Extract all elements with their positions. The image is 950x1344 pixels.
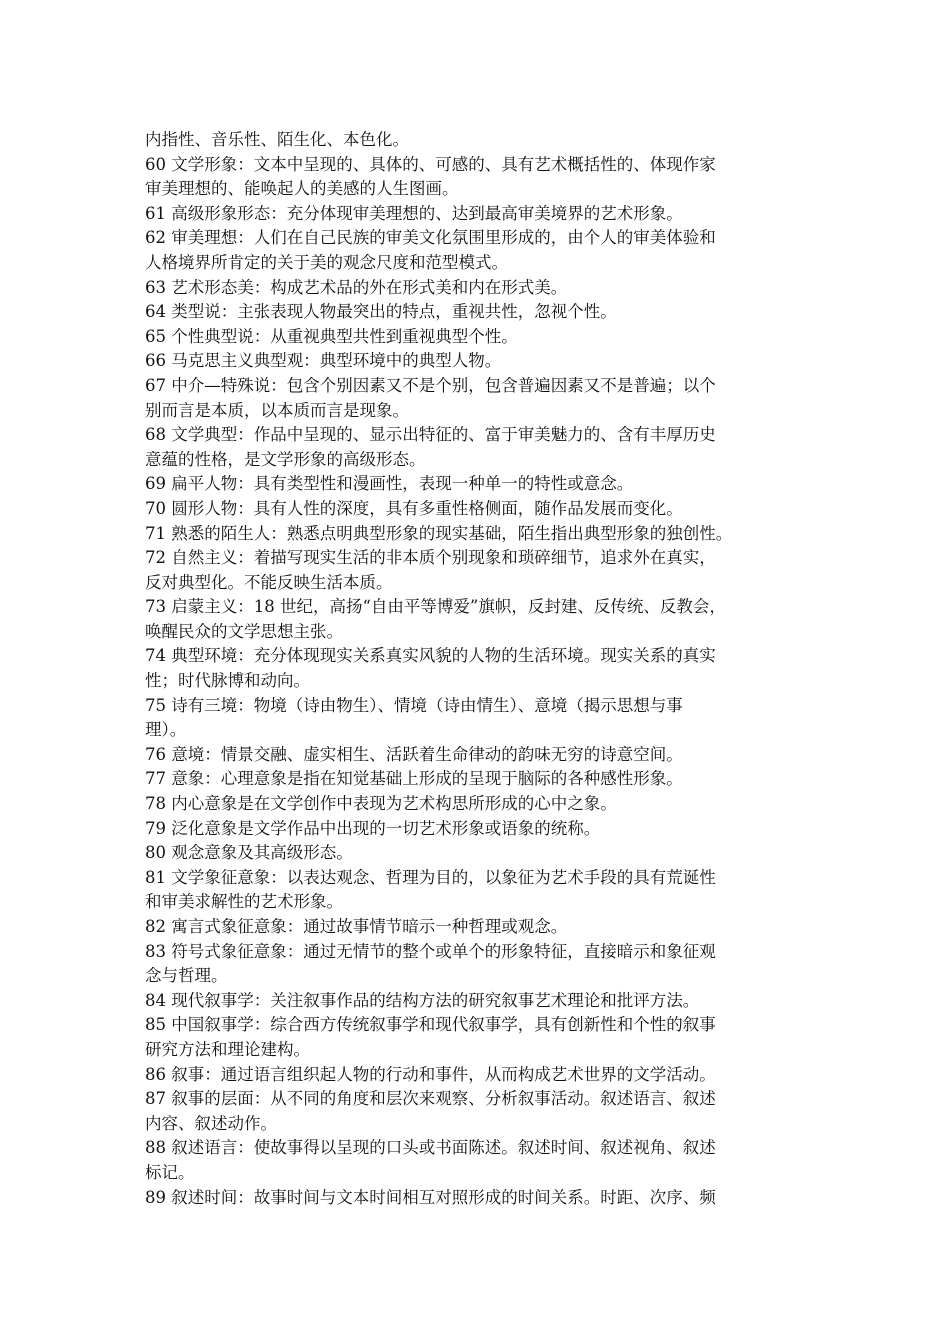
text-line: 72 自然主义：着描写现实生活的非本质个别现象和琐碎细节，追求外在真实，	[145, 548, 716, 568]
text-line: 内指性、音乐性、陌生化、本色化。	[145, 130, 409, 149]
text-line: 86 叙事：通过语言组织起人物的行动和事件，从而构成艺术世界的文学活动。	[145, 1064, 716, 1084]
text-line: 84 现代叙事学：关注叙事作品的结构方法的研究叙事艺术理论和批评方法。	[145, 990, 700, 1010]
text-line: 76 意境：情景交融、虚实相生、活跃着生命律动的韵味无穷的诗意空间。	[145, 744, 683, 764]
text-line: 65 个性典型说：从重视典型共性到重视典型个性。	[145, 326, 518, 346]
text-line: 内容、叙述动作。	[145, 1113, 277, 1133]
text-line: 念与哲理。	[145, 966, 228, 986]
text-line: 70 圆形人物：具有人性的深度，具有多重性格侧面，随作品发展而变化。	[145, 498, 683, 518]
text-line: 82 寓言式象征意象：通过故事情节暗示一种哲理或观念。	[145, 917, 568, 936]
text-line: 61 高级形象形态：充分体现审美理想的、达到最高审美境界的艺术形象。	[145, 203, 683, 223]
text-line: 和审美求解性的艺术形象。	[145, 892, 343, 912]
text-line: 88 叙述语言：使故事得以呈现的口头或书面陈述。叙述时间、叙述视角、叙述	[145, 1138, 716, 1158]
text-line: 83 符号式象征意象：通过无情节的整个或单个的形象特征，直接暗示和象征观	[145, 941, 716, 961]
text-line: 理）。	[145, 720, 187, 740]
text-line: 81 文学象征意象：以表达观念、哲理为目的，以象征为艺术手段的具有荒诞性	[145, 867, 716, 887]
text-line: 研究方法和理论建构。	[145, 1039, 310, 1059]
text-line: 75 诗有三境：物境（诗由物生）、情境（诗由情生）、意境（揭示思想与事	[145, 695, 683, 715]
text-line: 62 审美理想：人们在自己民族的审美文化氛围里形成的，由个人的审美体验和	[145, 228, 716, 248]
text-line: 人格境界所肯定的关于美的观念尺度和范型模式。	[145, 252, 508, 272]
text-line: 唤醒民众的文学思想主张。	[145, 621, 343, 641]
text-line: 68 文学典型：作品中呈现的、显示出特征的、富于审美魅力的、含有丰厚历史	[145, 425, 716, 445]
text-line: 73 启蒙主义：18 世纪，高扬“自由平等博爱”旗帜，反封建、反传统、反教会，	[145, 597, 726, 617]
text-line: 60 文学形象：文本中呈现的、具体的、可感的、具有艺术概括性的、体现作家	[145, 154, 716, 174]
text-line: 审美理想的、能唤起人的美感的人生图画。	[145, 179, 459, 199]
text-line: 85 中国叙事学：综合西方传统叙事学和现代叙事学，具有创新性和个性的叙事	[145, 1015, 716, 1035]
text-line: 71 熟悉的陌生人：熟悉点明典型形象的现实基础，陌生指出典型形象的独创性。	[145, 523, 733, 543]
text-line: 80 观念意象及其高级形态。	[145, 843, 353, 863]
text-line: 78 内心意象是在文学创作中表现为艺术构思所形成的心中之象。	[145, 794, 617, 814]
text-line: 74 典型环境：充分体现现实关系真实风貌的人物的生活环境。现实关系的真实	[145, 646, 716, 666]
text-line: 69 扁平人物：具有类型性和漫画性，表现一种单一的特性或意念。	[145, 474, 634, 494]
text-line: 87 叙事的层面：从不同的角度和层次来观察、分析叙事活动。叙述语言、叙述	[145, 1089, 716, 1109]
text-line: 反对典型化。不能反映生活本质。	[145, 572, 393, 592]
text-line: 性；时代脉博和动向。	[145, 671, 310, 691]
text-line: 标记。	[145, 1162, 195, 1182]
text-line: 64 类型说：主张表现人物最突出的特点，重视共性，忽视个性。	[145, 302, 617, 322]
text-line: 66 马克思主义典型观：典型环境中的典型人物。	[145, 351, 502, 371]
text-line: 63 艺术形态美：构成艺术品的外在形式美和内在形式美。	[145, 277, 568, 297]
text-line: 79 泛化意象是文学作品中出现的一切艺术形象或语象的统称。	[145, 818, 601, 838]
text-line: 别而言是本质，以本质而言是现象。	[145, 400, 409, 420]
text-line: 意蕴的性格，是文学形象的高级形态。	[145, 449, 426, 469]
text-line: 77 意象：心理意象是指在知觉基础上形成的呈现于脑际的各种感性形象。	[145, 769, 683, 789]
text-line: 67 中介—特殊说：包含个别因素又不是个别，包含普遍因素又不是普遍；以个	[145, 375, 716, 395]
document-body	[145, 128, 815, 1210]
text-line: 89 叙述时间：故事时间与文本时间相互对照形成的时间关系。时距、次序、频	[145, 1187, 716, 1207]
